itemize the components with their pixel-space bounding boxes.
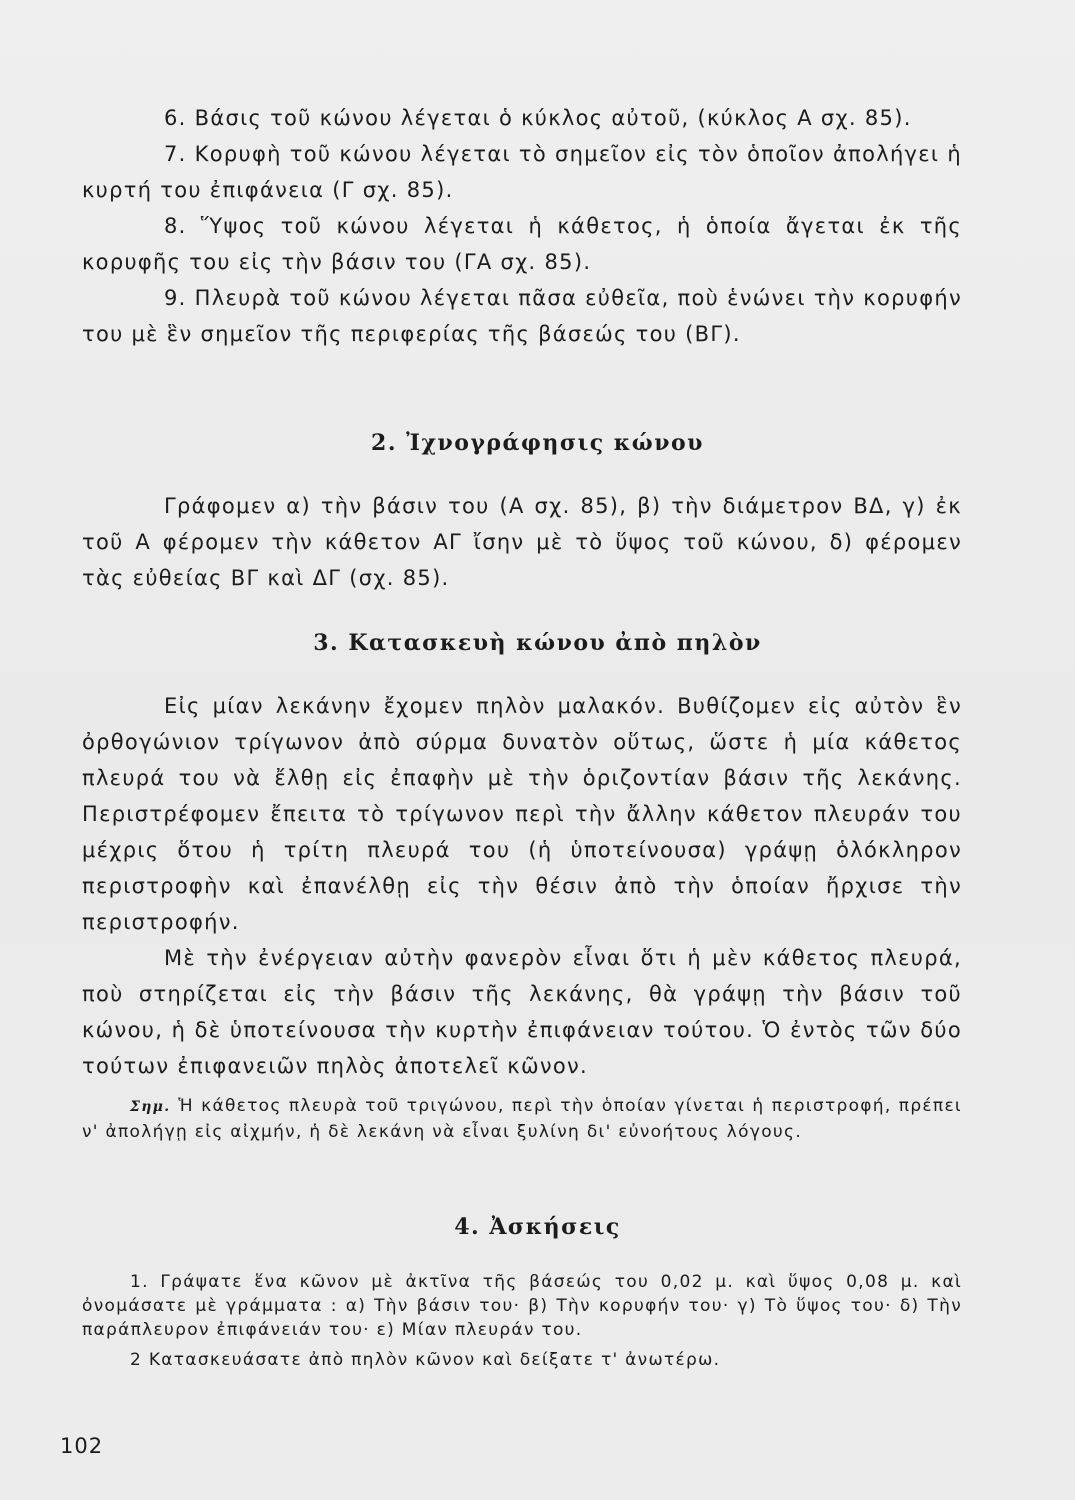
section-4-heading: 4. Ἀσκήσεις bbox=[454, 1214, 621, 1240]
section-2-paragraph: Γράφομεν α) τὴν βάσιν του (Α σχ. 85), β) τὴν διάμετρον ΒΔ, γ) ἐκ τοῦ Α φέρομεν τὴν κάθετον ΑΓ ἴσην μὲ τὸ ὕψος τοῦ κώνου, δ) φέρομεν τὰς εὐθείας ΒΓ καὶ ΔΓ (σχ. 85). bbox=[82, 494, 962, 590]
section-2-text-block bbox=[82, 488, 962, 596]
note-block bbox=[82, 1094, 962, 1145]
definition-9: 9. Πλευρὰ τοῦ κώνου λέγεται πᾶσα εὐθεῖα, ποὺ ἑνώνει τὴν κορυφήν του μὲ ἓν σημεῖον τῆς περιφερίας τῆς βάσεώς του (ΒΓ). bbox=[82, 286, 962, 346]
definitions-block bbox=[82, 100, 962, 352]
note-paragraph bbox=[82, 1094, 962, 1145]
exercises-block bbox=[82, 1270, 962, 1372]
note-text: Ἡ κάθετος πλευρὰ τοῦ τριγώνου, περὶ τὴν ὁποίαν γίνεται ἡ περιστροφή, πρέπει ν' ἀπολήγῃ εἰς αἰχμήν, ἡ δὲ λεκάνη νὰ εἶναι ξυλίνη δι' εὐνοήτους λόγους. bbox=[82, 1096, 962, 1142]
section-3-heading: 3. Κατασκευὴ κώνου ἀπὸ πηλὸν bbox=[313, 630, 762, 656]
exercise-1: 1. Γράψατε ἕνα κῶνον μὲ ἀκτῖνα τῆς βάσεώς του 0,02 μ. καὶ ὕψος 0,08 μ. καὶ ὀνομάσατε μὲ γράμματα : α) Τὴν βάσιν του· β) Τὴν κορυφήν του· γ) Τὸ ὕψος του· δ) Τὴν παράπλευρον ἐπιφάνειάν του· ε) Μίαν πλευράν του. bbox=[82, 1272, 962, 1340]
section-3-paragraph-2: Μὲ τὴν ἐνέργειαν αὐτὴν φανερὸν εἶναι ὅτι ἡ μὲν κάθετος πλευρά, ποὺ στηρίζεται εἰς τὴν βάσιν τῆς λεκάνης, θὰ γράψῃ τὴν βάσιν τοῦ κώνου, ἡ δὲ ὑποτείνουσα τὴν κυρτὴν ἐπιφάνειαν τούτου. Ὁ ἐντὸς τῶν δύο τούτων ἐπιφανειῶν πηλὸς ἀποτελεῖ κῶνον. bbox=[82, 946, 962, 1078]
page-number: 102 bbox=[60, 1434, 104, 1458]
section-3-text-block bbox=[82, 688, 962, 1084]
definition-6: 6. Βάσις τοῦ κώνου λέγεται ὁ κύκλος αὐτοῦ, (κύκλος Α σχ. 85). bbox=[164, 106, 912, 130]
section-3-paragraph-1: Εἰς μίαν λεκάνην ἔχομεν πηλὸν μαλακόν. Βυθίζομεν εἰς αὐτὸν ἓν ὀρθογώνιον τρίγωνον ἀπὸ σύρμα δυνατὸν οὕτως, ὥστε ἡ μία κάθετος πλευρά του νὰ ἔλθῃ εἰς ἐπαφὴν μὲ τὴν ὁριζοντίαν βάσιν τῆς λεκάνης. Περιστρέφομεν ἔπειτα τὸ τρίγωνον περὶ τὴν ἄλλην κάθετον πλευράν του μέχρις ὅτου ἡ τρίτη πλευρά του (ἡ ὑποτείνουσα) γράψῃ ὁλόκληρον περιστροφὴν καὶ ἐπανέλθῃ εἰς τὴν θέσιν ἀπὸ τὴν ὁποίαν ἤρχισε τὴν περιστροφήν. bbox=[82, 694, 962, 934]
note-label: Σημ. bbox=[130, 1099, 171, 1115]
exercise-2: 2 Κατασκευάσατε ἀπὸ πηλὸν κῶνον καὶ δείξατε τ' ἀνωτέρω. bbox=[130, 1350, 721, 1370]
definition-7: 7. Κορυφὴ τοῦ κώνου λέγεται τὸ σημεῖον εἰς τὸν ὁποῖον ἀπολήγει ἡ κυρτή του ἐπιφάνεια (Γ σχ. 85). bbox=[82, 142, 962, 202]
section-2-heading: 2. Ἰχνογράφησις κώνου bbox=[371, 430, 704, 456]
definition-8: 8. Ὕψος τοῦ κώνου λέγεται ἡ κάθετος, ἡ ὁποία ἄγεται ἐκ τῆς κορυφῆς του εἰς τὴν βάσιν του (ΓΑ σχ. 85). bbox=[82, 214, 962, 274]
